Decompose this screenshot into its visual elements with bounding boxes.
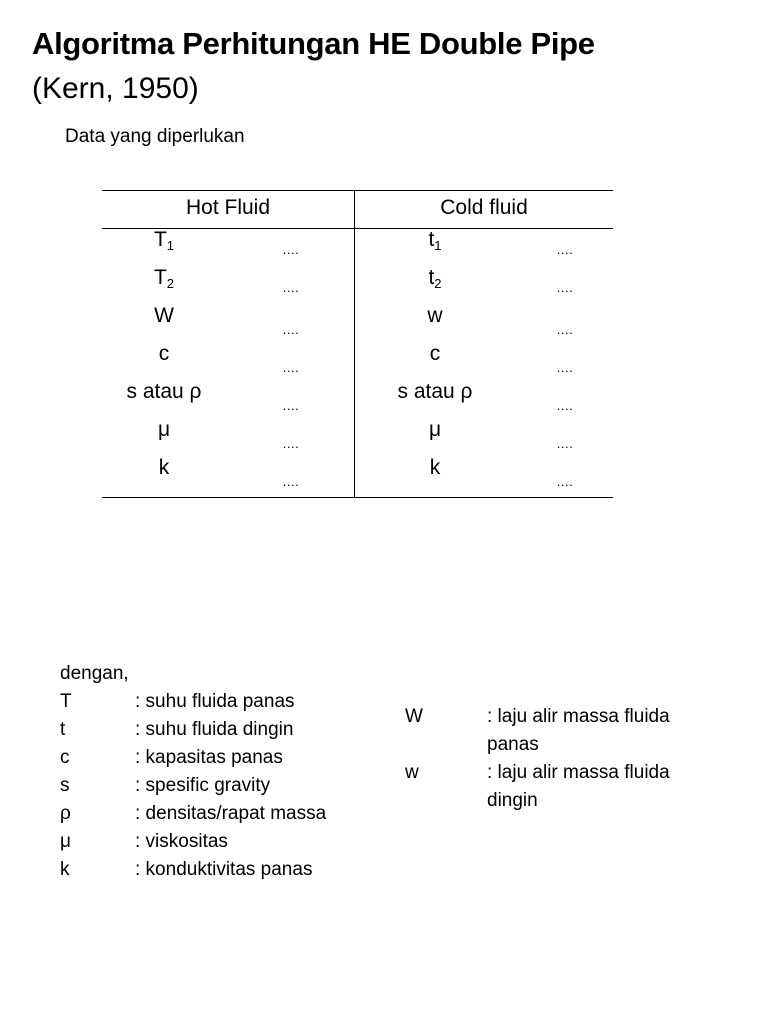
hot-symbol-5: s atau ρ (126, 380, 202, 403)
cold-value-3: .... (556, 322, 574, 337)
cold-value-7: .... (556, 474, 574, 489)
cold-value-5: .... (556, 398, 574, 413)
legend-heading: dengan, (60, 663, 129, 684)
hot-symbol-3: W (154, 304, 174, 327)
legend-description-continued: panas (487, 734, 539, 755)
header-hot-fluid: Hot Fluid (185, 196, 271, 219)
legend-symbol: w (405, 762, 419, 783)
cold-symbol-6: μ (428, 418, 442, 441)
hot-symbol-4: c (158, 342, 170, 365)
legend-symbol: k (60, 859, 70, 880)
hot-value-1: .... (282, 242, 300, 257)
hot-value-5: .... (282, 398, 300, 413)
legend-description: : viskositas (135, 831, 228, 852)
legend-description: : kapasitas panas (135, 747, 283, 768)
data-table (102, 190, 613, 498)
cold-value-4: .... (556, 360, 574, 375)
hot-value-6: .... (282, 436, 300, 451)
legend-symbol: T (60, 691, 72, 712)
legend-description: : suhu fluida dingin (135, 719, 294, 740)
cold-symbol-2: $t_2$ (428, 266, 442, 291)
cold-value-6: .... (556, 436, 574, 451)
legend-symbol: ρ (60, 803, 71, 824)
legend-description: : laju alir massa fluida (487, 706, 670, 727)
legend-symbol: t (60, 719, 66, 740)
legend-description: : konduktivitas panas (135, 859, 313, 880)
table-bottom-rule (102, 497, 613, 498)
intro-text: Data yang diperlukan (65, 126, 245, 147)
page-title: Algoritma Perhitungan HE Double Pipe (32, 26, 595, 61)
hot-symbol-2: $T_2$ (153, 266, 175, 291)
cold-value-1: .... (556, 242, 574, 257)
legend-symbol: s (60, 775, 70, 796)
legend-description: : laju alir massa fluida (487, 762, 670, 783)
hot-value-2: .... (282, 280, 300, 295)
table-column-divider (354, 190, 355, 498)
cold-symbol-1: $t_1$ (428, 228, 442, 253)
cold-symbol-7: k (429, 456, 441, 479)
legend-symbol: c (60, 747, 70, 768)
hot-value-7: .... (282, 474, 300, 489)
hot-symbol-7: k (158, 456, 170, 479)
legend-description-continued: dingin (487, 790, 538, 811)
page-subtitle: (Kern, 1950) (32, 72, 199, 105)
cold-symbol-3: w (427, 304, 443, 327)
hot-value-4: .... (282, 360, 300, 375)
hot-value-3: .... (282, 322, 300, 337)
cold-symbol-5: s atau ρ (397, 380, 473, 403)
legend-symbol: μ (60, 831, 71, 852)
hot-symbol-6: μ (157, 418, 171, 441)
header-cold-fluid: Cold fluid (440, 196, 528, 219)
legend-description: : spesific gravity (135, 775, 271, 796)
table-top-rule (102, 190, 613, 191)
legend-description: : densitas/rapat massa (135, 803, 327, 824)
legend-symbol: W (405, 706, 423, 727)
hot-symbol-1: $T_1$ (153, 228, 175, 253)
cold-value-2: .... (556, 280, 574, 295)
legend-description: : suhu fluida panas (135, 691, 295, 712)
cold-symbol-4: c (429, 342, 441, 365)
